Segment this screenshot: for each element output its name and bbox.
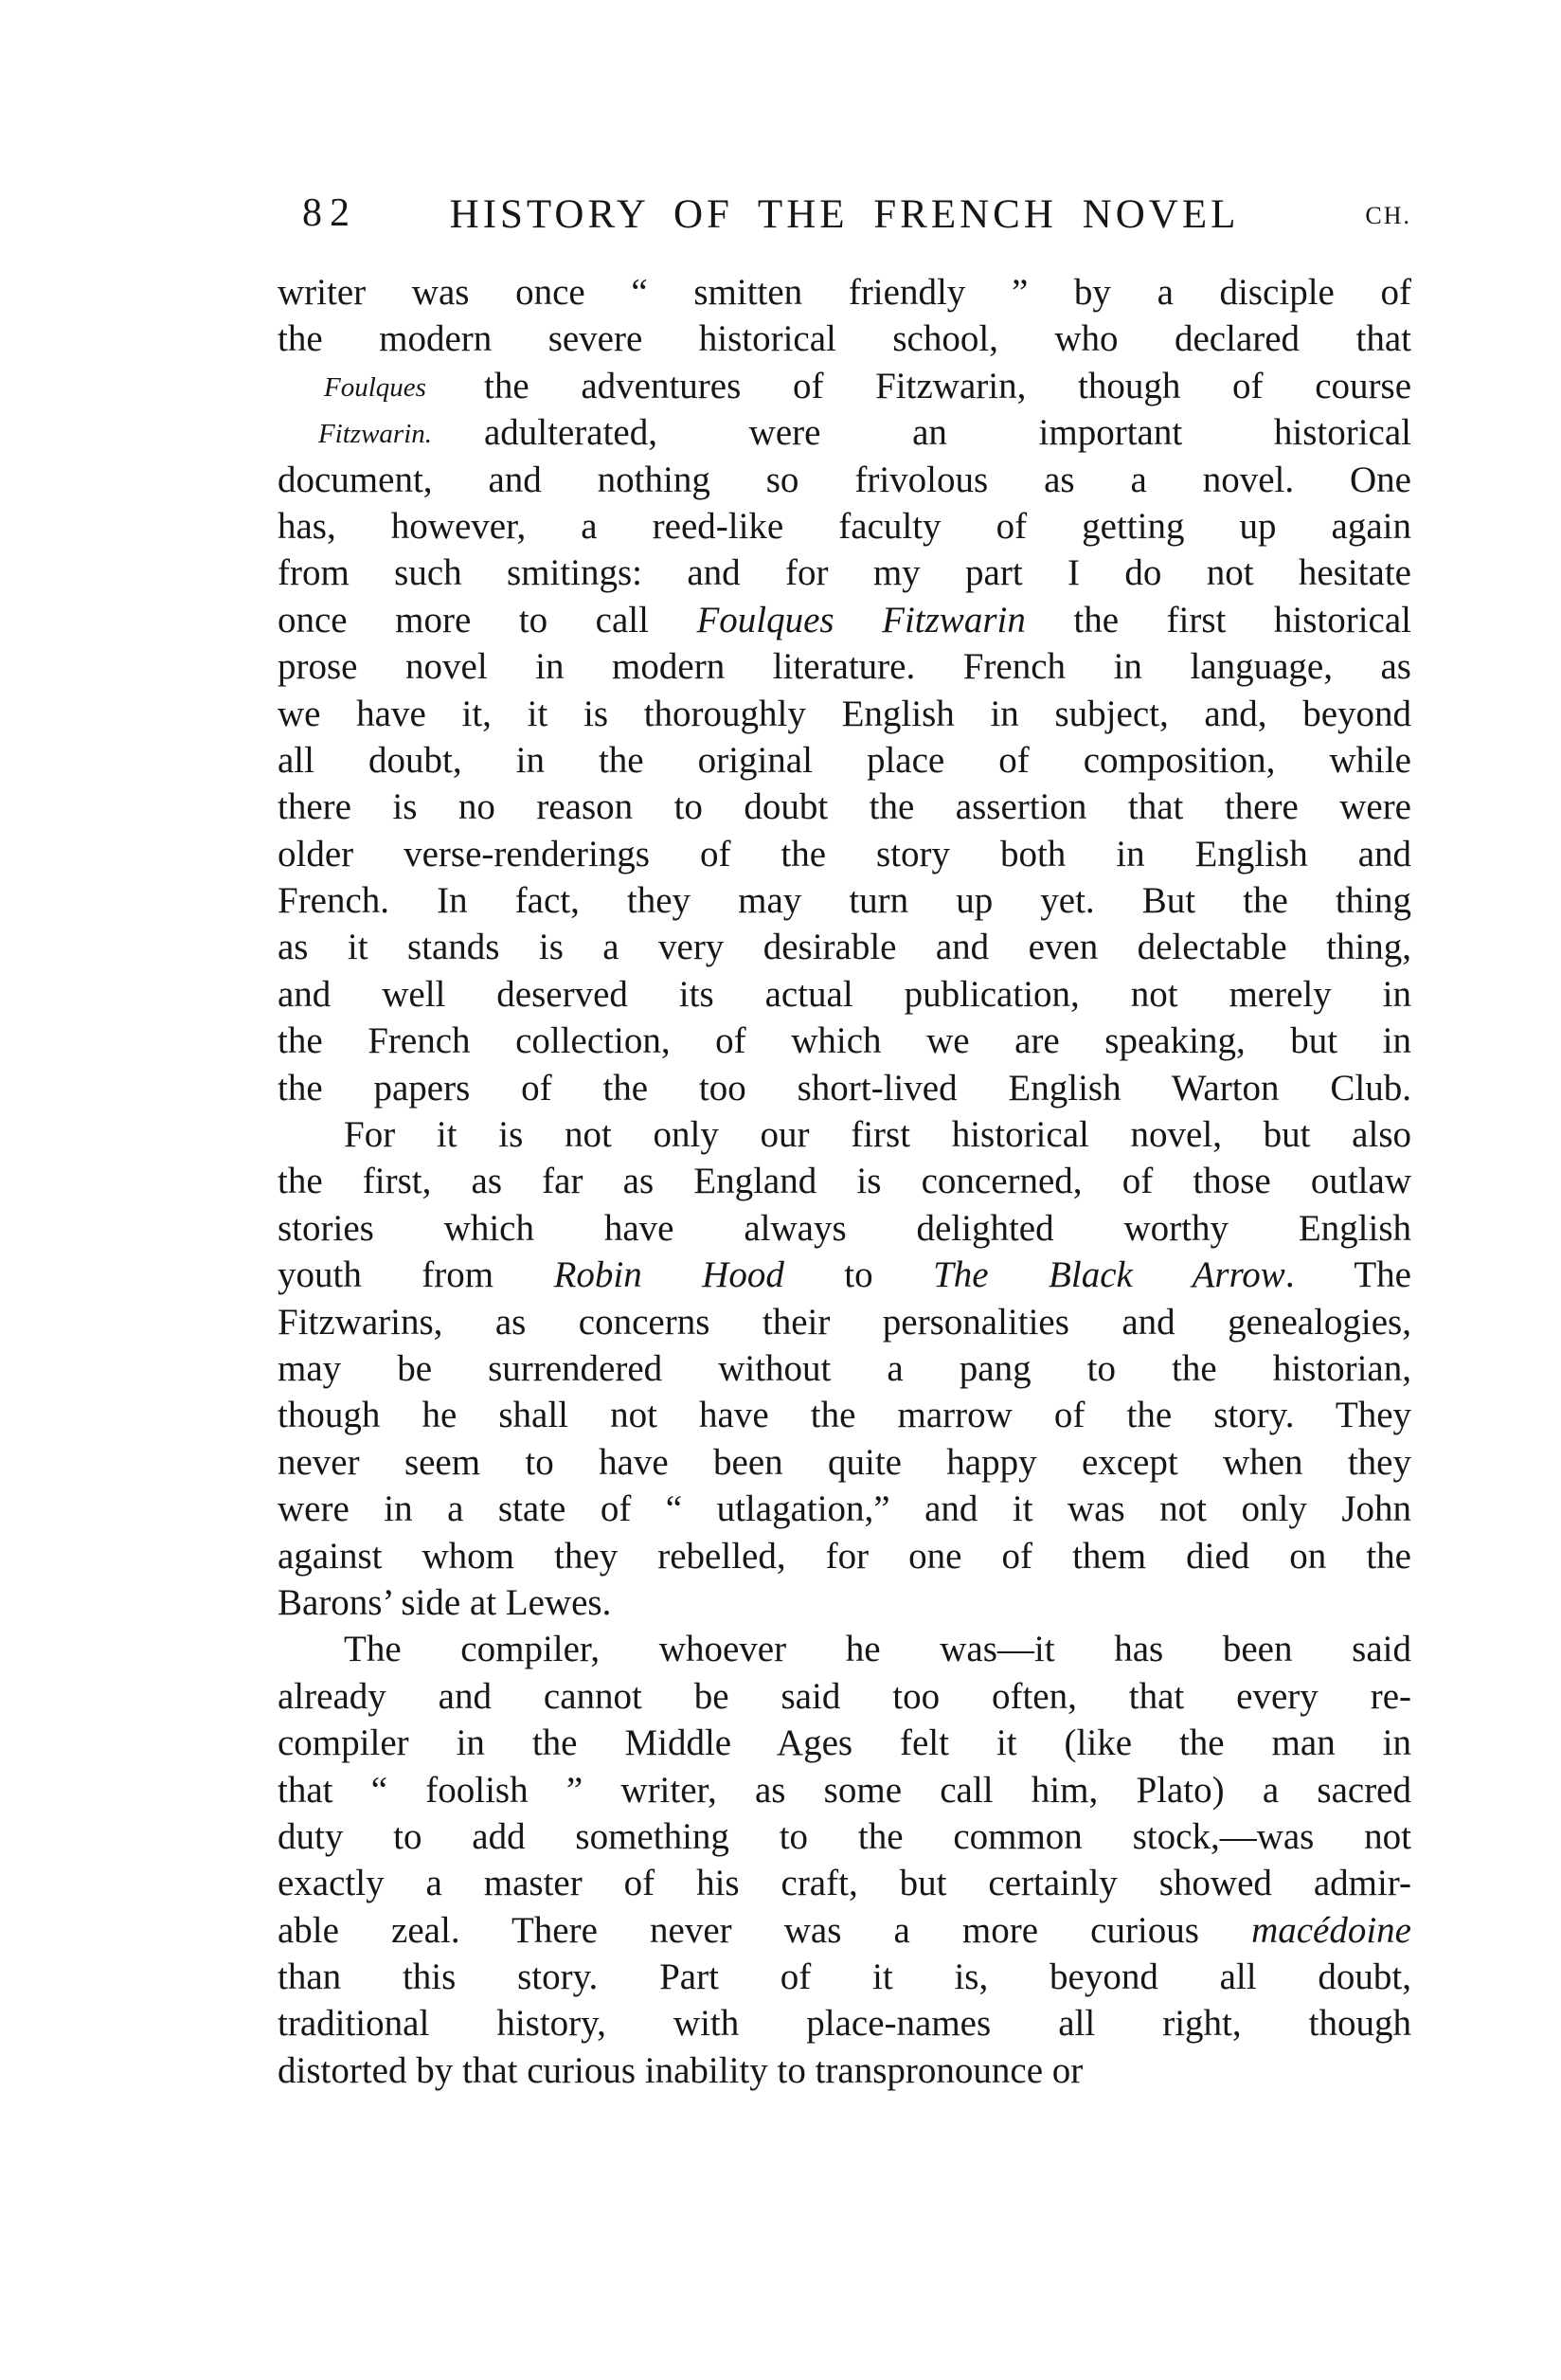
text-segment: the papers of the too short-lived English Warton Club.	[278, 1067, 1411, 1109]
running-title: HISTORY OF THE FRENCH NOVEL	[449, 192, 1240, 237]
text-segment: we have it, it is thoroughly English in subject, and, beyond	[278, 693, 1411, 734]
text-segment: traditional history, with place-names all right, though	[278, 2003, 1411, 2045]
text-line	[278, 409, 1411, 456]
text-line	[278, 316, 1411, 362]
text-line	[278, 1579, 1411, 1626]
text-segment: the first historical	[1025, 599, 1411, 640]
text-line	[278, 1111, 1411, 1158]
text-segment: the French collection, of which we are speaking, but in	[278, 1020, 1411, 1062]
text-line	[278, 924, 1411, 970]
text-segment: prose novel in modern literature. French in language, as	[278, 646, 1411, 688]
italic-phrase: Robin Hood	[553, 1254, 784, 1296]
text-line	[278, 971, 1411, 1018]
text-segment: exactly a master of his craft, but certainly showed admir-	[278, 1863, 1411, 1904]
text-segment: Barons’ side at Lewes.	[278, 1581, 612, 1623]
text-segment: than this story. Part of it is, beyond all doubt,	[278, 1956, 1411, 1998]
text-line	[278, 1907, 1411, 1954]
text-segment: and well deserved its actual publication, not merely in	[278, 973, 1411, 1015]
text-line	[278, 1860, 1411, 1906]
text-segment: the modern severe historical school, who declared that	[278, 318, 1411, 360]
text-segment: were in a state of “ utlagation,” and it was not only John	[278, 1488, 1411, 1530]
text-segment: adulterated, were an important historical	[484, 412, 1411, 454]
italic-phrase: Foulques Fitzwarin	[696, 599, 1026, 640]
text-line	[278, 503, 1411, 550]
text-segment: The compiler, whoever he was—it has been said	[344, 1629, 1411, 1670]
page-header	[278, 186, 1411, 235]
text-line	[278, 1065, 1411, 1111]
text-line	[278, 831, 1411, 877]
text-segment: all doubt, in the original place of composition, while	[278, 739, 1411, 781]
text-line	[278, 597, 1411, 643]
text-line	[278, 457, 1411, 503]
text-line	[278, 1626, 1411, 1672]
text-segment: against whom they rebelled, for one of them died on the	[278, 1535, 1411, 1577]
text-line	[278, 1767, 1411, 1813]
text-line	[278, 1813, 1411, 1860]
text-segment: youth from	[278, 1254, 554, 1296]
text-segment: For it is not only our first historical novel, but also	[344, 1114, 1411, 1156]
text-segment: once more to call	[278, 599, 697, 640]
text-segment: compiler in the Middle Ages felt it (like the man in	[278, 1722, 1411, 1764]
italic-phrase: The Black Arrow	[933, 1254, 1285, 1296]
text-line	[278, 1205, 1411, 1252]
text-line	[278, 1533, 1411, 1579]
text-line	[278, 2047, 1411, 2094]
text-line	[278, 1018, 1411, 1064]
text-segment: . The	[1284, 1254, 1411, 1296]
text-line	[278, 1720, 1411, 1766]
text-line	[278, 1299, 1411, 1345]
text-segment: the first, as far as England is concerned, of those outlaw	[278, 1161, 1411, 1202]
text-line	[278, 1158, 1411, 1204]
chapter-marker: CH.	[1365, 202, 1411, 229]
text-segment: writer was once “ smitten friendly ” by a disciple of	[278, 272, 1411, 313]
text-segment: from such smitings: and for my part I do not hesitate	[278, 552, 1411, 594]
margin-note-line: Fitzwarin.	[317, 419, 433, 450]
text-line	[278, 691, 1411, 737]
italic-phrase: macédoine	[1251, 1909, 1411, 1951]
text-segment: there is no reason to doubt the assertion that there were	[278, 786, 1411, 828]
text-line	[278, 643, 1411, 690]
text-segment: document, and nothing so frivolous as a novel. One	[278, 459, 1411, 500]
text-line	[278, 1345, 1411, 1392]
text-segment: that “ foolish ” writer, as some call him, Plato) a sacred	[278, 1769, 1411, 1811]
text-line	[278, 363, 1411, 409]
margin-note-line: Foulques	[324, 372, 426, 403]
text-segment: duty to add something to the common stock,—was not	[278, 1815, 1411, 1857]
text-segment: as it stands is a very desirable and even delectable thing,	[278, 927, 1411, 968]
page-number: 82	[302, 191, 357, 235]
text-line	[278, 2000, 1411, 2046]
text-line	[278, 550, 1411, 596]
text-line	[278, 1392, 1411, 1438]
text-segment: distorted by that curious inability to transpronounce or	[278, 2049, 1084, 2091]
text-line	[278, 877, 1411, 924]
text-line	[278, 269, 1411, 316]
text-line	[278, 1252, 1411, 1298]
text-line	[278, 1673, 1411, 1720]
body-text	[278, 269, 1411, 2094]
text-line	[278, 1486, 1411, 1532]
text-segment: though he shall not have the marrow of the story. They	[278, 1395, 1411, 1436]
text-segment: already and cannot be said too often, that every re-	[278, 1675, 1411, 1717]
text-segment: the adventures of Fitzwarin, though of course	[484, 365, 1411, 406]
text-segment: to	[783, 1254, 934, 1296]
text-line	[278, 784, 1411, 830]
text-segment: has, however, a reed-like faculty of getting up again	[278, 505, 1411, 547]
text-segment: Fitzwarins, as concerns their personalities and genealogies,	[278, 1301, 1411, 1343]
text-segment: may be surrendered without a pang to the historian,	[278, 1347, 1411, 1389]
text-segment: stories which have always delighted worthy English	[278, 1207, 1411, 1249]
text-line	[278, 737, 1411, 784]
text-line	[278, 1954, 1411, 2000]
text-segment: older verse-renderings of the story both in English and	[278, 833, 1411, 874]
text-line	[278, 1439, 1411, 1486]
text-segment: French. In fact, they may turn up yet. But the thing	[278, 880, 1411, 922]
text-segment: never seem to have been quite happy except when they	[278, 1441, 1411, 1483]
text-segment: able zeal. There never was a more curious	[278, 1909, 1252, 1951]
